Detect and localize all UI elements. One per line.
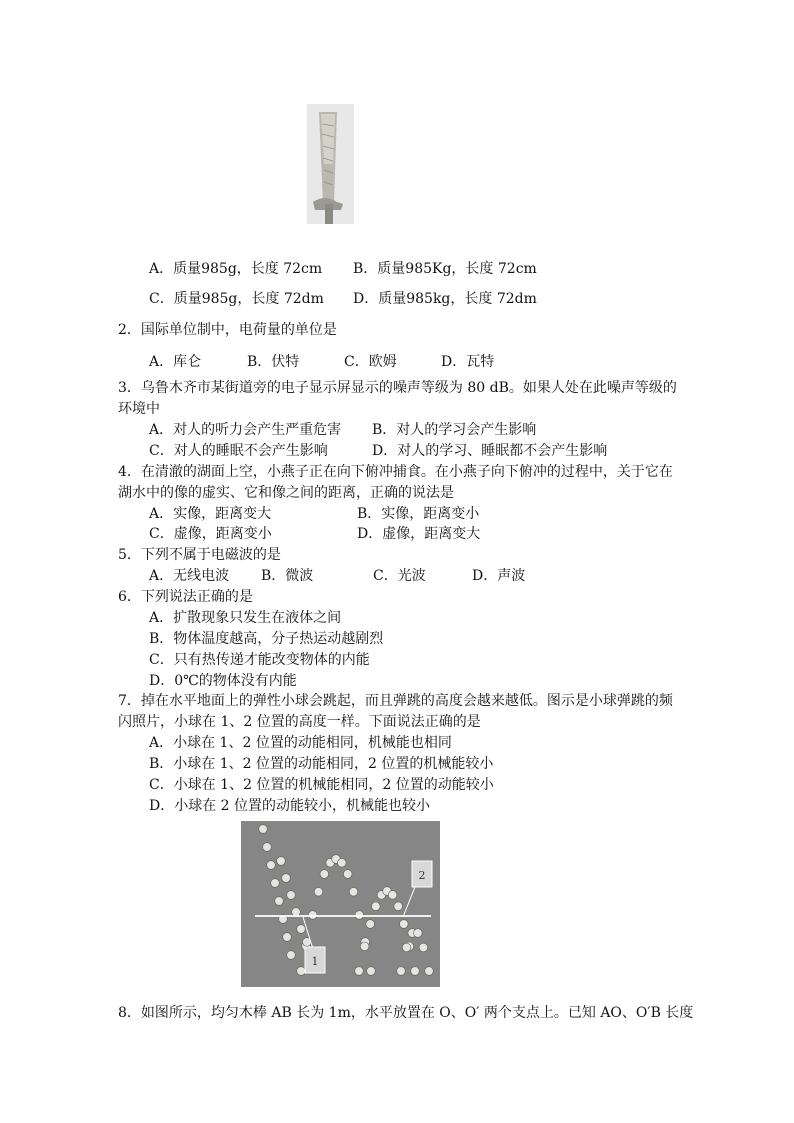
q1-option-a[interactable]: A．质量985g，长度 72cm [149, 261, 323, 277]
ball-image-34 [388, 891, 397, 900]
position-1-label: 1 [311, 955, 319, 968]
ball-image-40 [402, 943, 411, 952]
q2-option-d[interactable]: D．瓦特 [441, 354, 495, 370]
ball-image-7 [287, 951, 296, 960]
ball-image-10 [287, 891, 296, 900]
torch-image [307, 104, 354, 224]
q5-option-a[interactable]: A．无线电波 [149, 568, 230, 584]
q6-option-d[interactable]: D．0℃的物体没有内能 [149, 673, 297, 689]
q2-option-a[interactable]: A．库仑 [149, 354, 202, 370]
ball-image-30 [366, 920, 375, 929]
ball-image-22 [338, 859, 347, 868]
q1-option-c[interactable]: C．质量985g，长度 72dm [149, 291, 324, 307]
ball-image-43 [419, 943, 428, 952]
q4-option-c[interactable]: C．虚像，距离变小 [149, 526, 272, 542]
ball-image-44 [425, 967, 434, 976]
q7-option-b[interactable]: B．小球在 1、2 位置的动能相同，2 位置的机械能较小 [149, 756, 494, 772]
q7-stem-line2: 闪照片，小球在 1、2 位置的高度一样。下面说法正确的是 [118, 714, 481, 730]
q6-option-b[interactable]: B．物体温度越高，分子热运动越剧烈 [149, 631, 384, 647]
q7-option-d[interactable]: D．小球在 2 位置的动能较小，机械能也较小 [149, 798, 431, 814]
bouncing-ball-photo [241, 821, 440, 987]
q3-stem-line1: 3．乌鲁木齐市某街道旁的电子显示屏显示的噪声等级为 80 dB。如果人处在此噪声等级的 [118, 380, 677, 396]
ball-image-3 [271, 879, 280, 888]
q3-stem-line2: 环境中 [118, 401, 160, 417]
q2-stem: 2．国际单位制中，电荷量的单位是 [118, 322, 337, 338]
ball-image-12 [297, 925, 306, 934]
q4-stem-line2: 湖水中的像的虚实、它和像之间的距离，正确的说法是 [118, 485, 454, 501]
q1-option-b[interactable]: B．质量985Kg，长度 72cm [353, 261, 537, 277]
q7-option-a[interactable]: A．小球在 1、2 位置的动能相同，机械能也相同 [149, 735, 452, 751]
ball-image-42 [414, 929, 423, 938]
ball-image-24 [349, 888, 358, 897]
ball-image-18 [314, 888, 323, 897]
ball-image-28 [355, 967, 364, 976]
q8-stem: 8．如图所示，均匀木棒 AB 长为 1m，水平放置在 O、O′ 两个支点上。已知 AO、O′B 长度 [118, 1005, 694, 1021]
q6-option-a[interactable]: A．扩散现象只发生在液体之间 [149, 610, 342, 626]
q1-option-d[interactable]: D．质量985kg，长度 72dm [353, 291, 537, 307]
q7-option-c[interactable]: C．小球在 1、2 位置的机械能相同，2 位置的动能较小 [149, 777, 494, 793]
q3-option-c[interactable]: C．对人的睡眠不会产生影响 [149, 443, 328, 459]
ball-image-1 [263, 843, 272, 852]
ball-image-31 [372, 902, 381, 911]
position-2-label: 2 [418, 869, 426, 882]
ball-image-17 [308, 911, 317, 920]
q4-option-d[interactable]: D．虚像，距离变大 [357, 526, 481, 542]
ball-image-38 [411, 967, 420, 976]
ball-image-29 [360, 942, 369, 951]
ball-image-23 [343, 870, 352, 879]
ball-image-25 [355, 911, 364, 920]
q5-option-c[interactable]: C．光波 [373, 568, 426, 584]
ball-image-4 [275, 897, 284, 906]
ball-image-39 [397, 967, 406, 976]
q2-option-b[interactable]: B．伏特 [247, 354, 300, 370]
ball-image-36 [400, 920, 409, 929]
ball-image-2 [267, 861, 276, 870]
q5-option-b[interactable]: B．微波 [261, 568, 314, 584]
ball-image-19 [320, 870, 329, 879]
q3-option-a[interactable]: A．对人的听力会产生严重危害 [149, 422, 342, 438]
q3-option-b[interactable]: B．对人的学习会产生影响 [372, 422, 537, 438]
q6-option-c[interactable]: C．只有热传递才能改变物体的内能 [149, 652, 370, 668]
q6-stem: 6．下列说法正确的是 [118, 589, 253, 605]
q2-option-c[interactable]: C．欧姆 [344, 354, 397, 370]
q7-stem-line1: 7．掉在水平地面上的弹性小球会跳起，而且弹跳的高度会越来越低。图示是小球弹跳的频 [118, 693, 673, 709]
ball-image-6 [283, 933, 292, 942]
ball-image-15 [297, 967, 306, 976]
q4-stem-line1: 4．在清澈的湖面上空，小燕子正在向下俯冲捕食。在小燕子向下俯冲的过程中，关于它在 [118, 464, 673, 480]
q4-option-a[interactable]: A．实像，距离变大 [149, 506, 272, 522]
ball-image-9 [282, 874, 291, 883]
q3-option-d[interactable]: D．对人的学习、睡眠都不会产生影响 [372, 443, 608, 459]
ball-image-35 [394, 902, 403, 911]
q5-option-d[interactable]: D．声波 [472, 568, 526, 584]
q5-stem: 5．下列不属于电磁波的是 [118, 547, 281, 563]
ball-image-0 [259, 825, 268, 834]
ball-image-27 [367, 967, 376, 976]
q4-option-b[interactable]: B．实像，距离变小 [357, 506, 480, 522]
ball-image-11 [292, 908, 301, 917]
ball-image-8 [277, 857, 286, 866]
